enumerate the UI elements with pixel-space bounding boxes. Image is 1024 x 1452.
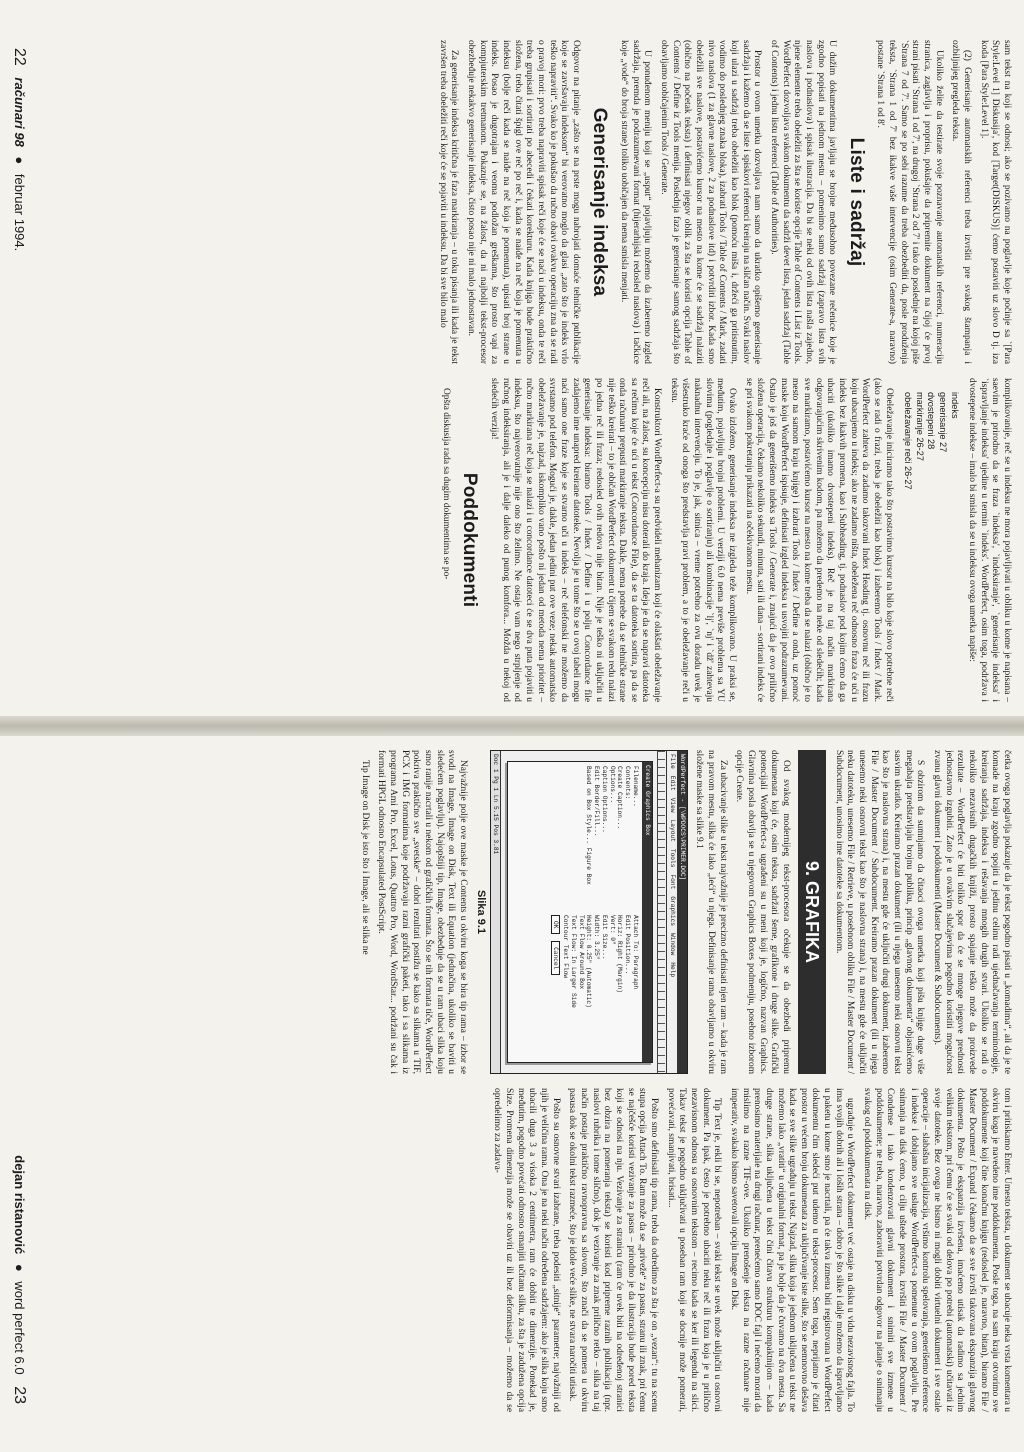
paragraph: Pošto su osnovne stvari izabrane, treba podesiti „sitnije“ parametre; najvažniji od njih je veličina rama. Ona je na neki način određena sadržajem: ako je slika koju smo ubacili duga 3 a visoka 2 centimetra, ram će dobiti te dimenzije. Ponekad je, međutim, pogodno povećati odnosno smanjiti učitanu sliku, za šta je zadužena opcija Size. Promena dimenzija može se obaviti uz ili bez deformisanja – možemo da se opredelimo za zadava- [492, 1088, 561, 1412]
paragraph: Ukoliko želite da testirate svoje poznavanje automatskih referenci, numeraciju stranica, zaglavlja i proprisu, pokušajte da pripremite dokument na čijoj će prvoj strani pisati `Strana 1 od 7', na drugoj `Strana 2 od 7' i tako do poslednje na kojoj piše `Strana 7 od 7'. Samo se po sebi razume da treba obezbediti da, posle produženja teksta, `Strana 1 od 7' bez ikakve vaše intervencije (osim Generate-a, naravno) postane `Strana 1 od 8'. [875, 40, 944, 364]
menu-layout[interactable]: Layout [668, 819, 676, 842]
status-bar: Doc 1 Pg 1 Ln 5.15 Pos 3.81 [491, 751, 502, 1073]
paragraph: Obeležavanje iniciramo tako što postavimo kursor na bilo koje slovo potrebne reči (ako se radi o frazi, treba je obeležiti kao blok) i izaberemo Tools / Index / Mark. WordPerfect zahteva da zadamo takozvani Index Heading tj. osnovnu reč ili frazu koju ubacujemo u indeks; ako ne zadamo ništa, obeležena reč odnosno fraza će ući u indeks bez ikakvih promena, kao i Subheading, tj. podnaslov pod kojim ćemo da ga ubaciti (ukoliko imamo dvostepeni indeks). Reč je na taj način markirana odgovarajućim skrivenim kodom, pa možemo da predemo na neke od sledećih; kada sve markiramo, postavićemo kursor na mesto na kome treba da se nalazi (obično je to mesto na samom kraju knjige) i izabrati Tools / Index / Define a onda, uz pomoć maske koju WordPerfect ispisuje, definisati izgled indeksa u usvojiti podrazumevani. Ostalo je još da generišemo indeks sa Tools / Generate i, znajući da je ovo prilično složena operacija, čekamo nekoliko sekundi, minuta, sati ili dana – sortirani indeks će se pri svakom pokretanju prikazati na očekivanom mestu. [743, 378, 894, 702]
index-entry: markiranje 26-27 [914, 392, 925, 461]
left-column-2 [52, 378, 1012, 702]
paragraph: tom i pritiskamo Enter. Umesto teksta, u dokument se ubacuje neka vrsta komentara u okviru koga je navedeno ime poddokumenta. Posle toga, na sam kraju otvorimo sve poddokumente koji čine konačnu knjigu (redosled je, naravno, bitan), biramo File / Master Document / Expand i čekamo da se sve izvrši takozvana ekspanzija glavnog dokumenta. Pošto je ekspanzija izvršena, imaćemo utisak da radimo sa jednim velikim tekstom, pri čemu će se svaki od delova po potrebi (automatski) učitavati iz svoje datoteke. Bez ovoga ne bismo ni mogli dobiti virtuelni dokument i sve ostale operacije – slabašna inicijalizacija, vršimo kontrolu spelovanja, generišemo reference i indekse i dobijamo sve usluge WordPerfect-a pomenute u ovom poglavlju. Pre snimanja na disk ćemo, u cilju uštede prostora, izvršiti File / Master Document / Condense i tako kondenzovati glavni dokument i snimiti sve izmene u poddokumente; ne treba, naravno, zaboraviti potvrdan odgovor na pitanje o snimanju svakog od poddokumenata na disk. [862, 1088, 1012, 1412]
paragraph: U dužim dokumentima javljaju se brojne međusobno povezane rečenice koje je zgodno popisati na jednom mestu – pomenimo samo sadržaj (zapravo lista svih naslova i podnaslova) i spisak ilustracija. Da bi se neki od ovih lista našla zajedno, njene elemente treba obeležiti za šta se koriste opcije Table of Contents i List iz Tools. WordPerfect dozvoljava svakom dokumentu da sadrži devet lista, jedan sadržaj (Table of Contents) i jednu listu referenci (Table of Authorities). [768, 40, 838, 364]
paragraph: četka ovoga poglavlja pokazuje da je tekst pogodno pisati u „komadima“, ali da je te komade na kraju zgodno spojiti u jedinu celinu radi ujednačavanja terminologije, kreiranja sadržaja, indeksa i rešavanja mnogih drugih stvari. Ukoliko se radi o nekoliko nezavisnih dugačkih knjiži, prosto spajanje teško može da proizvede rezultate – WordPerfect će biti toliko spor da će se mnoge njegove prednosti jednostavno izgubiti. Zato je u ovakvim slučajevima pogodno koristiti mogućnost zvanu glavni dokument i poddokumenti (Master Document & Subdocuments). [932, 750, 1012, 1074]
page-number: 23 [11, 1386, 28, 1404]
menu-view[interactable]: View [668, 797, 676, 813]
bullet-icon: ● [12, 1263, 27, 1272]
right-page [0, 736, 1024, 1452]
menu-help[interactable]: Help [668, 962, 676, 978]
paragraph: Ovako izloženo, generisanje indeksa ne izgleda teže komplikovano. U praksi se, međutim, pojavljuju brojni problemi. U verziji 6.0 nema previše problema sa YU slovima (pogledajte i poglavlje o sortiranju) ali kombinacije `lj', `nj' i `dž' zahtevaju naknadnu intervenciju. To je, jak, sitnica – vreme potrebno za ovu doradu uvek je višestruko kraće od onoga što predstavlja pravi problem, a to je obeležavanje reči u tekstu. [668, 378, 738, 702]
index-example-list [901, 392, 961, 702]
menu-edit[interactable]: Edit [668, 775, 676, 791]
paragraph: S obzirom da sumnjamo da čitaoci ovoga umetka koji pišu knjige duge više megabajta predstavljaju brojnu publiku, princip „glavnog dokumenta“ objasnićemo sasvim ukratko. Kreiramo prazan dokument (ili u njega unesemo neki osnovni tekst kao što je naslovna strana) i, na mestu gde će uključiti drugi dokument, izaberemo File / Master Document / Subdocument. Kreiramo prazan dokument (ili u njega unesemo neki osnovni tekst kao što je naslovna strana) i, na mestu gde će uključiti neku datoteku, unesemo File / Retrieve, u posebnom obliku File / Master Document / Subdocument, unosimo ime datoteke sa dokumentom. [833, 750, 926, 1074]
index-entry: dvostepeni 28 [926, 392, 937, 450]
page-footer-right [10, 1155, 28, 1412]
page-footer-left [10, 40, 28, 251]
box-style-option[interactable]: Based on Box Style... Figure Box [585, 766, 593, 885]
section-banner-grafika: 9. GRAFIKA [798, 750, 826, 1074]
figure-9-1 [473, 750, 688, 1074]
dialog-left-options [551, 766, 639, 909]
create-graphics-box-dialog [507, 761, 653, 1063]
paragraph: komplikovanije, reč se u indeksu ne mora pojavljivati u obliku u kome je napisana – saevim je prirodno da se fraza `indeksa', `indeksiranje', `generisanje indeksa' i `ispravljanje indeksa' ujedine u termin `indeks'. WordPerfect, osim toga, podržava i dvostepene indekse – imalo bi smisla da se u indeksu ovoga umetka napiše: [967, 378, 1012, 702]
menu-font[interactable]: Font [668, 874, 676, 890]
paragraph: U ponuđenom meniju koji se „usput“ pojavljuju možemo da izaberemo izgled sadržaja, premda je podrazumevani format (hijerarhijski redosled naslova) i tačkice koje „vode“ do broja strane) toliko uobičajen da nema smisla menjati. [619, 40, 653, 364]
window-title: WordPerfect - [\WPDOCS\PRIMER.DOC] [677, 751, 687, 1073]
section-heading-poddokumenti: Poddokumenti [459, 472, 481, 608]
paragraph: Odgovor na pitanje „zašto se na prste mogu nabrojati domaće tehničke publikacije koje se završavaju indeksom“ bi verovatno moglo da glasi „zato što je indeks vrlo teško napraviti“. Svako ko je pokušao da ručno obavi ovakvu operaciju zna da se radi o pravoj mori: prvo treba napraviti spisak reči koje će se naći u indeksu, onda te reči treba grupisati i sortirati po abecedi i čekati korekturu. Kada knjiga bude praktično složena, treba čitati špigl ove reč po reč i, kada se naiđe na reč koja je pomenuta u indeksu (bolje reči kada se naiđe na reč koja je pomenuta), upisati broj strane u indeks. Posao je dugotrajan i veoma podložan greškama, što prosto vapi za kompjuterskim tretmanom. Pokazuje se, na žalost, da ni najbolji tekst-procesor obezbeđuje nekakvo generisanje indeksa, čisto posao nije ni malo jednostavan. [465, 40, 581, 364]
index-entry: obeležavanje reči 26-27 [902, 392, 913, 490]
menu-window[interactable]: Window [668, 933, 676, 956]
text-flow-around-option[interactable]: Text Flow Around Box [577, 915, 585, 990]
edit-size-option[interactable]: Edit Size... [600, 915, 608, 960]
paragraph: Najvažnije polje ove maske je Contents u okviru koga se bira tip rama – izbor se svodi na Image, Image on Disk, Text ili Equation (jednačina, ukoliko se baviti u sledećem poglavlju). Najopštiji tip, Image, obezbeđuje da se u ram ubaci slika koju smo ranije nacrtali u nekom od grafičkih formata. Što se tih formata tiče, WordPerfect pokriva praktično sve „svetske“ – dobri rezultati postižu se kako sa slikama u TIF, PCX i IMG formatima koje podržavaju razni grafički paketi, tako i sa slikama iz programa Ami Pro, Excel, Lotus, Quattro Pro, Word, WordStar... podržani su čak i formati HPGL odnosno Encapsulated PostScript. [376, 750, 468, 1074]
section-heading-generisanje: Generisanje indeksa [589, 107, 611, 297]
paragraph: Za ubacivanje slike u tekst najvažnije je precizno definisati njen ram – kada je ram na pravom mestu, slika će lako „leći“ u njega. Definisanje rama obavljamo u okviru složene maske sa slike 9.1 [694, 750, 728, 1074]
wordperfect-screenshot [490, 750, 688, 1074]
author-name: dejan ristanović [12, 1155, 27, 1255]
right-column-1 [52, 750, 1012, 1074]
menu-tools[interactable]: Tools [668, 848, 676, 868]
height-option[interactable]: Height: 0.25" (Automatic) [585, 915, 593, 1008]
section-heading-liste: Liste i sadržaj [845, 137, 867, 267]
paragraph: sam tekst na koji se odnosi; ako se pozivamo na poglavlje koje počinje sa `[Para Style:Level 1] Diskusija', kod [Target(DISKUS)] ćemo postaviti uz slovo D tj. iza koda [Para Style:Level 1]. [978, 40, 1012, 364]
text-flow-option[interactable]: Text Flow: In Larger Side [569, 915, 577, 1008]
dialog-title: Create Graphics Box [642, 762, 652, 1062]
horiz-option[interactable]: Horiz: Right (Margin) [616, 915, 624, 993]
width-option[interactable]: Width: 3.25" [593, 915, 601, 960]
paragraph: Prostor u ovom umetku dozvoljava nam samo da ukratko opišemo generisanje sadržaja i kažemo da se liste i spiskovi referenci kreiraju na sličan način. Svaki naslov koji ulazi u sadržaj treba obeležiti kao blok (pomoću miša i, držeći ga pritisnutim, vodimo do poslednjeg znaka bloka), izabrati Tools / Table of Contents / Mark, zadati nivo naslova (1 za glavne naslove, 2 za podnaslove itd) i potvrditi izbor. Kada smo obeležili sve naslove, postavićemo kursor na mesto na kome će se sadržaj nalaziti (obično na početak teksta) i definisati njegov oblik za šta se koristi opcija Table of Contents / Define iz Tools menija. Poslednja faza je generisanje samog sadržaja što obavljamo uobičajenim Tools / Generate. [659, 40, 763, 364]
figure-caption: Slika 9.1 [474, 889, 487, 935]
menu-file[interactable]: File [668, 754, 676, 769]
magazine-name: računari 98 [12, 77, 27, 147]
paragraph: Opšta diskusija rada sa dugim dokumentima se po- [440, 388, 451, 580]
edit-border-fill-option[interactable]: Edit Border/Fill... [593, 766, 601, 837]
page-gutter [0, 716, 1024, 736]
paragraph: Konstruktori WordPerfect-a su predvideli mehanizam koji će olakšati obeležavanje reči ali, na žalost, su koncepciju nisu doterali do kraja. Ideja je da se napravi datoteka sa rečima koje će ući u tekst (Concordance File), da se ta datoteka sortira, pa da se onda računaru prepusti markiranje teksta. Dakle, nema potrebe da se tehničke strane nije teško kreirati – to je običan WordPerfect dokument u čijem se svakom redu nalazi po jedna reč ili fraza; redosled ovih redova nije bitan. Nije je teško ni uključiti u generisanje indeksa: biramo Tools / Index / Define i u polju Concordance file zadajemo ime unapred kreirane datoteke. Nevolja je u tome što se u ovoj tabeli mogu naći samo one fraze koje se stvarno uči u indeks – reč telefonski ne možemo da svrstamo pod telefon. Mogući je, dakle, jedan jedini put ove veze; nekak automatsko obeležavanje je, najzad, iskompliko vano pošto ni jedan od metoda nema prioritet – ručno markirana reč koja se nalazi i u concordance datoteci će se dva puta pojaviti u indeksu, što najverovatnije nije ono što želimo. Ne ostaje vam nego strpljenje od ručnog indeksiranja, ali je i dalje daleko od punog komfora... Možda u nekoj od sledećih verzija! [488, 378, 663, 702]
left-page [0, 0, 1024, 716]
dialog-right-options [551, 915, 639, 1058]
ruler [657, 751, 665, 1073]
paragraph: Od svakog modernijeg tekst-procesora očekuje se da obezbedi pripremu dokumenata koji će, osim teksta, sadržati šeme, grafikone i druge slike. Grafički potencijali WordPerfect-a ugrađeni su u meni koji je, logično, nazvan Graphics. Glavnina posla obavlja se u njegovom Graphics Boxes podmeniju, posebno izborom opcije Create. [734, 750, 791, 1074]
page-number: 22 [11, 48, 28, 66]
edit-position-option[interactable]: Edit Position... [624, 915, 632, 975]
contents-option[interactable]: Contents: [624, 766, 632, 800]
create-caption-option[interactable]: Create Caption... [616, 766, 624, 830]
paragraph: Pošto smo definisali tip rama, treba da odredimo za šta je on „vezan“: tu na scenu stupa opcija Attach To. Ram može da se „priveže“ za pasus, stranu ili znak, pri čemu se najčešće koristi vezivanje za pasus – prirodno je da ilustracija bude pored teksta koji se odnosi na nju. Vezivanje za stranicu (ram će uvek biti na određenoj stranici bez obzira na pomeranja teksta) se koristi kod pripreme raznih publikacija (npr. naslovi rubrika i tome slično), dok je vezivanje za znak prilično retko – slika na taj način postaje praktično ravnopravna sa slovom, što znači da se pomera u okviru pasusa dok se okolni tekst razmeće, što je idole veće slike, ne stvara naročiti utisak. [567, 1088, 659, 1412]
index-entry: generisanje 27 [938, 392, 949, 453]
attach-to-option[interactable]: Attach To: Paragraph [631, 915, 639, 990]
issue-date: februar 1994. [12, 173, 27, 252]
paragraph: Za generisanje indeksa kritična je faza markiranja – u toku pisanja ili kada je tekst završen treba obeležiti reči koje će se pojaviti u indeksu. Da bi sve bilo malo [437, 40, 460, 364]
bullet-icon: ● [12, 156, 27, 165]
filename-option[interactable]: Filename... [631, 766, 639, 807]
paragraph: Tip Text je, rekli bi se, nepotreban – svaki tekst se uvek može uključiti u osnovni dokument. Pa ipak, često je potrebno ubaciti neku reč ili frazu koja je u prilično nezavisnom odnosu sa osnovnim tekstom – recimo kada se ker ili legendu na slici. Takav tekst je pogodno uključivati u poseban ram koji se docnije može pomerati, povećavati, smanjivati, brisati... [665, 1088, 723, 1412]
ok-button[interactable]: OK [551, 915, 561, 934]
menu-graphics[interactable]: Graphics [668, 896, 676, 927]
index-entry: indeks [950, 392, 961, 419]
contour-text-flow-checkbox[interactable]: Contour Text Flow [562, 915, 570, 979]
paragraph: Tip Image on Disk je isto što i Image, ali se slika ne [359, 760, 370, 955]
paragraph: (2) Generisanje automatskih referenci treba izvršiti pre svakog štampanja i ozbiljnijeg pregleda teksta. [950, 40, 973, 364]
paragraph: ugrađuje u WordPerfect dokument već ostaje na disku u vidu nezavisnog fajla. To ima svojih dobrih ali i loših strana – dobro je što slike i dalje možemo da ispravljamo u paketu u kome smo je nacrtali, pa će takva izmena biti registrovana u WordPerfect dokumentu čim sledeći put udemo u tekst-procesor. Sem toga, neprijatno je čitati prostor u većem broju dokumenata za uključivanje iste slike, što se nemnovno dešava kada se sve slike ugrađuju u tekst. Najzad, sliku koja je jednom uključena u tekst ne možemo lako „vratiti“ u originalni format, pa je bolje da je čuvamo na dva mesta. Sa druge strane, slika uključena u tekst čini čitavu strukturu kompaktnijom – kada prenosimo materijale na drugi računar, prenećemo samo DOC fajl i nećemo morati da mislimo na razne TIF-ove. Ukoliko prenošenje teksta na razne računare nije imperativ, svakako bismo savetovali opciju Image on Disk. [728, 1088, 856, 1412]
vert-option[interactable]: Vert: 0" [608, 915, 616, 945]
left-column-1 [52, 40, 1012, 364]
product-name: word perfect 6.0 [12, 1281, 27, 1375]
menu-bar [666, 751, 677, 1073]
options-option[interactable]: Options... [608, 766, 616, 804]
cancel-button[interactable]: Cancel [551, 941, 561, 975]
right-column-2 [52, 1088, 1012, 1412]
caption-options-option[interactable]: Caption Options... [600, 766, 608, 833]
